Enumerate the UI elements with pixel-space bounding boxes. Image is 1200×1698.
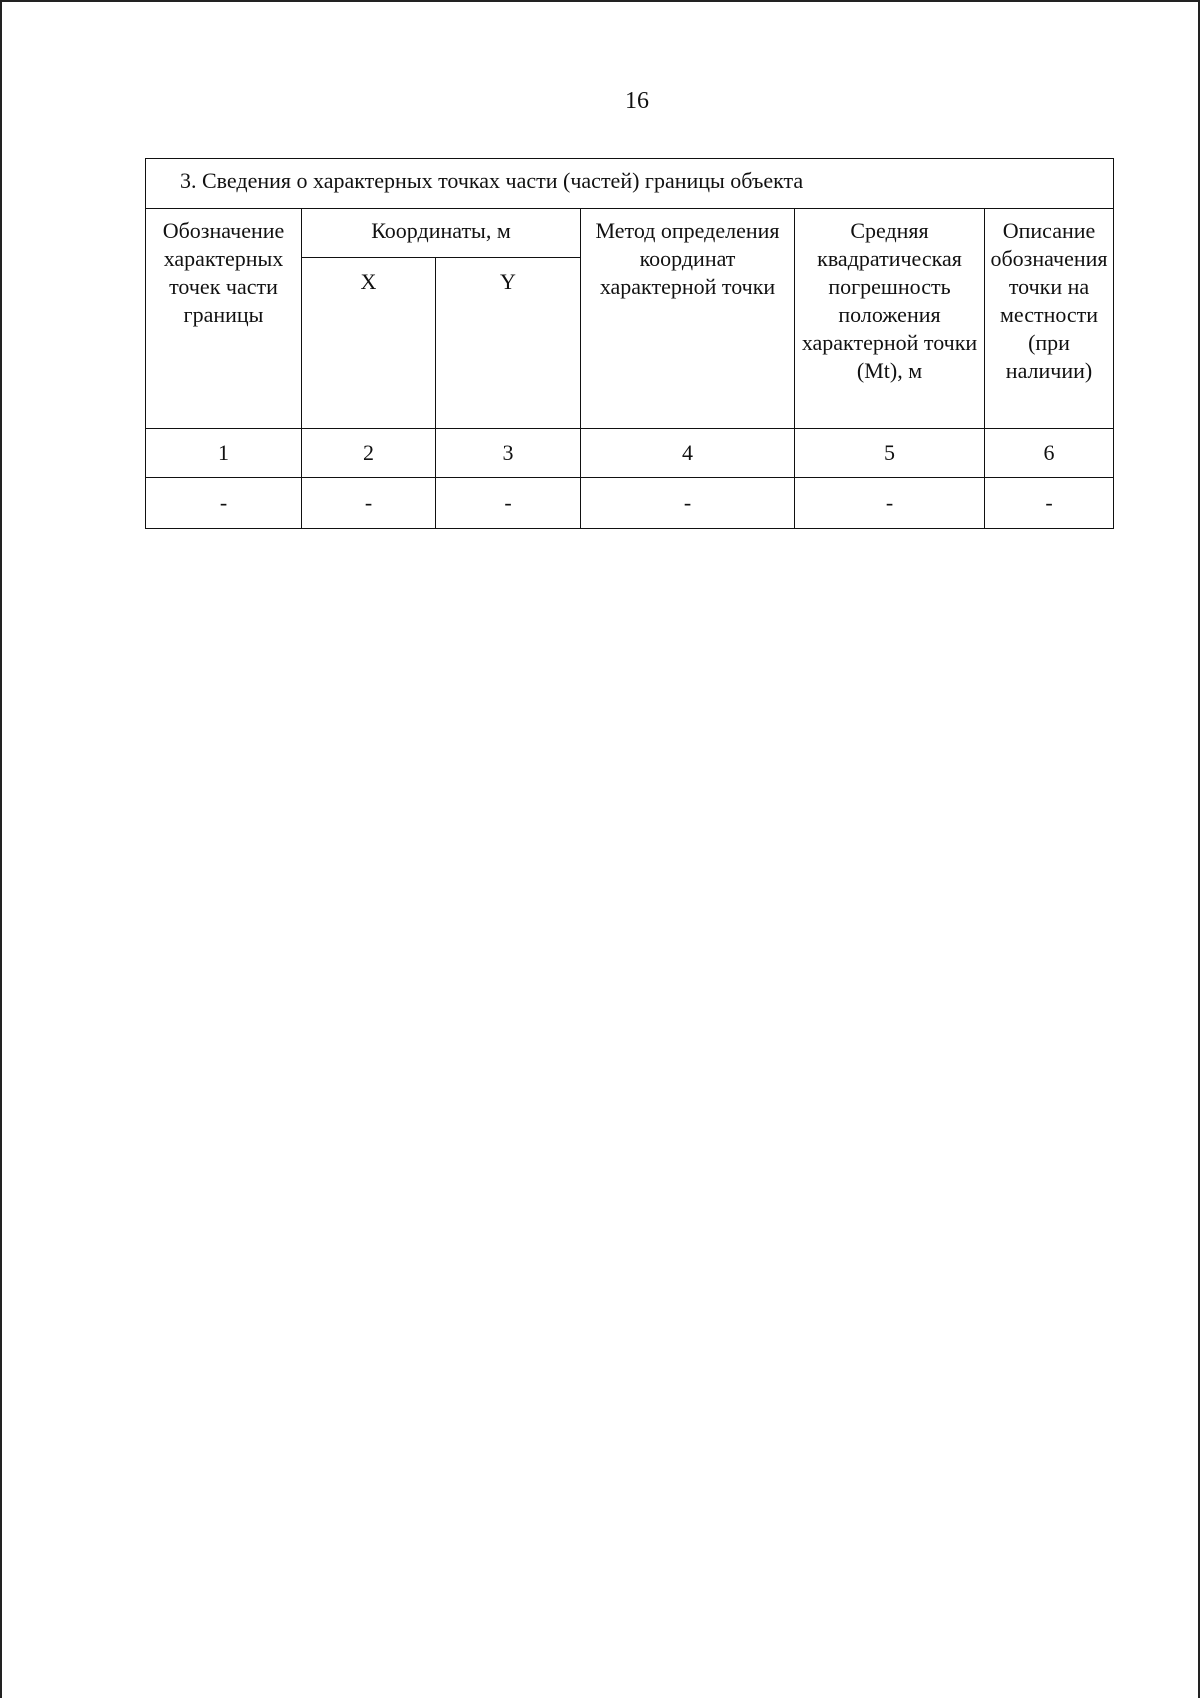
header-description: Описание обозначения точки на местности (при наличии) <box>985 209 1114 429</box>
header-x: X <box>302 258 436 429</box>
table-cell: - <box>146 478 302 529</box>
header-row-top <box>146 209 1114 258</box>
table-cell: - <box>985 478 1114 529</box>
table-cell: - <box>436 478 581 529</box>
header-method: Метод определения координат характерной точки <box>581 209 795 429</box>
column-number-row <box>146 429 1114 478</box>
section-title: 3. Сведения о характерных точках части (частей) границы объекта <box>146 159 1114 209</box>
header-coordinates: Координаты, м <box>302 209 581 258</box>
column-number: 1 <box>146 429 302 478</box>
column-number: 6 <box>985 429 1114 478</box>
section-title-row <box>146 159 1114 209</box>
column-number: 3 <box>436 429 581 478</box>
header-y: Y <box>436 258 581 429</box>
table-cell: - <box>302 478 436 529</box>
column-number: 2 <box>302 429 436 478</box>
table-cell: - <box>795 478 985 529</box>
column-number: 4 <box>581 429 795 478</box>
page-number: 16 <box>625 88 649 114</box>
page-border-left <box>0 0 2 1698</box>
header-designation: Обозначение характерных точек части границы <box>146 209 302 429</box>
header-error: Средняя квадратическая погрешность положения характерной точки (Mt), м <box>795 209 985 429</box>
table-row <box>146 478 1114 529</box>
characteristic-points-table <box>145 158 1114 529</box>
column-number: 5 <box>795 429 985 478</box>
table-cell: - <box>581 478 795 529</box>
page-border-top <box>0 0 1200 2</box>
